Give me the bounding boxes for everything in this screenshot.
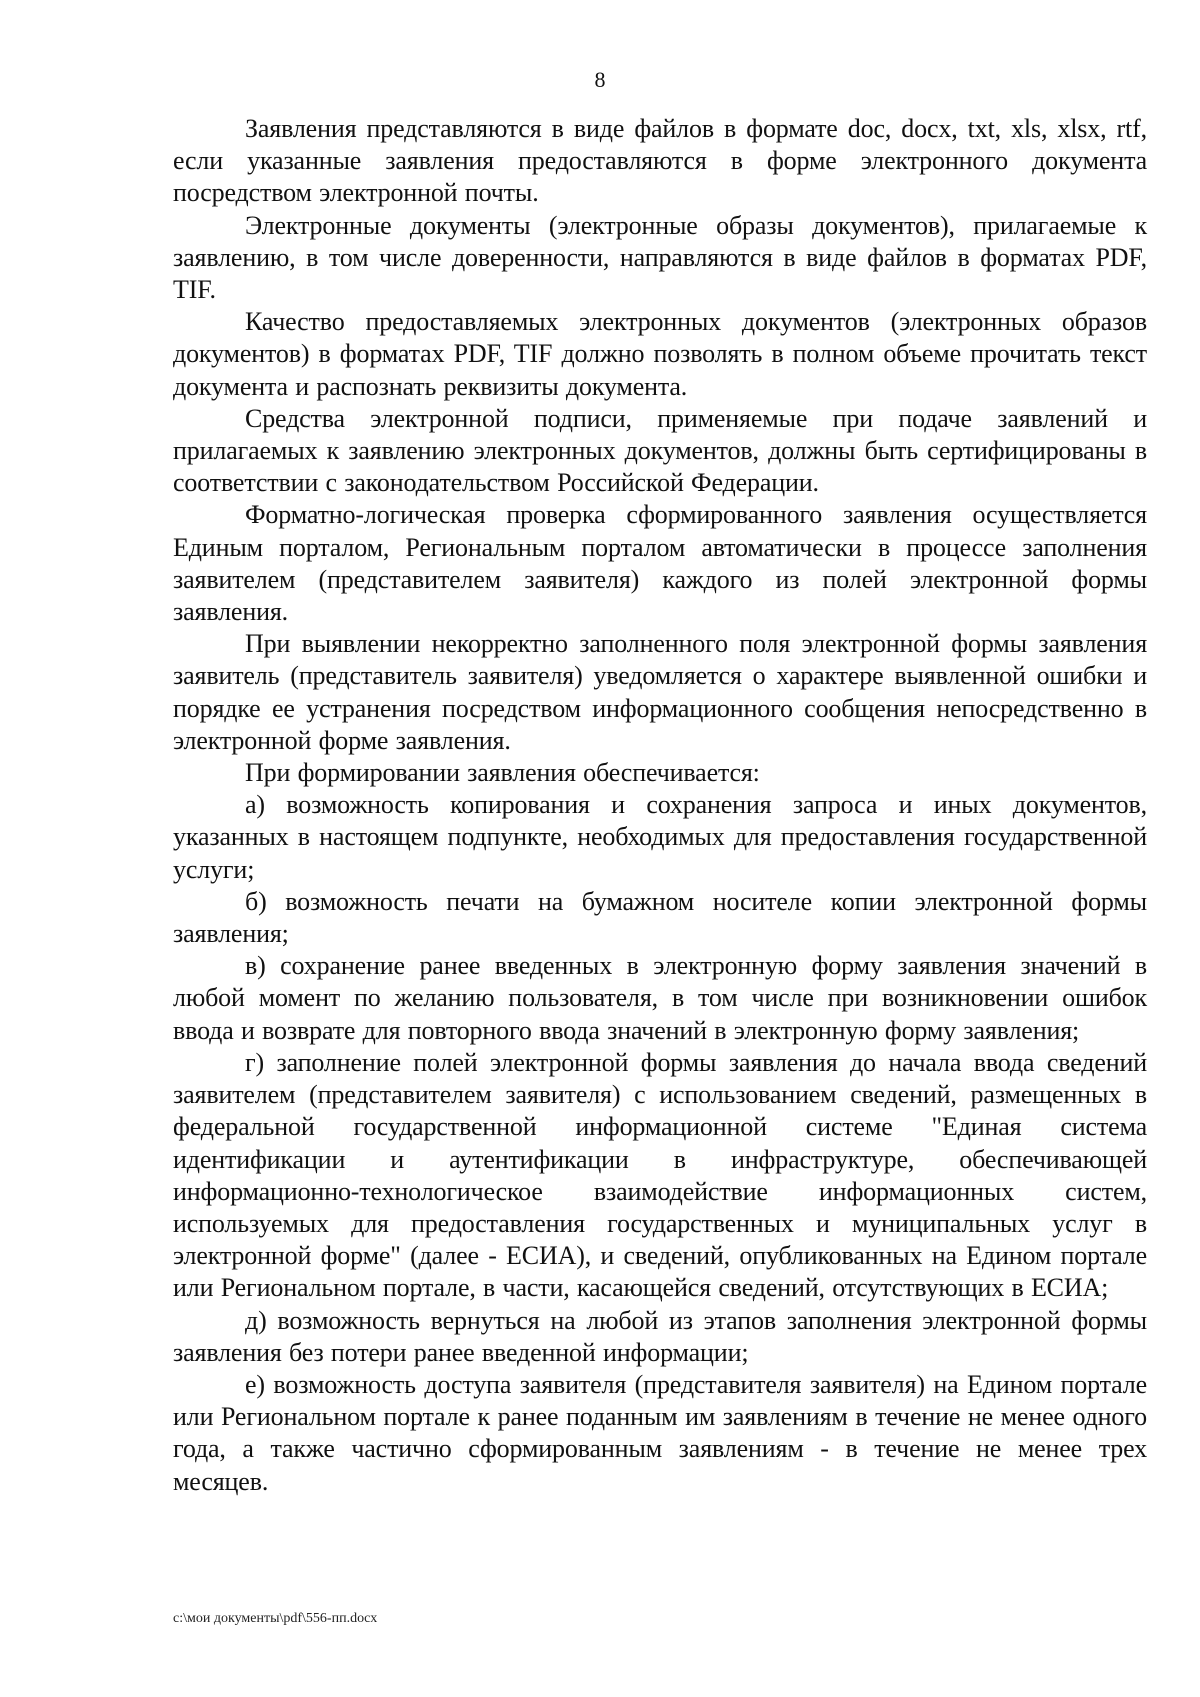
list-item-v: в) сохранение ранее введенных в электронную форму заявления значений в любой момент по желанию пользователя, в том числе при возникновении ошибок ввода и возврате для повторного ввода значений в электронную форму заявления; [173,951,1147,1045]
document-body [173,113,1147,1498]
paragraph-document-quality: Качество предоставляемых электронных документов (электронных образов документов) в форматах PDF, TIF должно позволять в полном объеме прочитать текст документа и распознать реквизиты документа. [173,307,1147,401]
paragraph-file-formats: Заявления представляются в виде файлов в формате doc, docx, txt, xls, xlsx, rtf, если указанные заявления предоставляются в форме электронного документа посредством электронной почты. [173,114,1147,208]
page-number: 8 [594,67,606,92]
list-item-b: б) возможность печати на бумажном носителе копии электронной формы заявления; [173,886,1147,949]
paragraph-error-notice: При выявлении некорректно заполненного поля электронной формы заявления заявитель (представитель заявителя) уведомляется о характере выявленной ошибки и порядке ее устранения посредством информационного сообщения непосредственно в электронной форме заявления. [173,629,1147,755]
paragraph-electronic-documents: Электронные документы (электронные образы документов), прилагаемые к заявлению, в том числе доверенности, направляются в виде файлов в форматах PDF, TIF. [173,210,1147,305]
list-item-g: г) заполнение полей электронной формы заявления до начала ввода сведений заявителем (представителем заявителя) с использованием сведений, размещенных в федеральной государственной информационной системе "Единая система идентификации и аутентификации в инфраструктуре, обеспечивающей информационно-технологическое взаимодействие информационных систем, используемых для предоставления государственных и муниципальных услуг в электронной форме" (далее - ЕСИА), и сведений, опубликованных на Едином портале или Региональном портале, в части, касающейся сведений, отсутствующих в ЕСИА; [173,1047,1147,1303]
footer-file-path: c:\мои документы\pdf\556-пп.docx [173,1611,378,1626]
paragraph-electronic-signature: Средства электронной подписи, применяемые при подаче заявлений и прилагаемых к заявлению электронных документов, должны быть сертифицированы в соответствии с законодательством Российской Федерации. [173,403,1147,498]
paragraph-provision-intro: При формировании заявления обеспечивается: [245,758,760,788]
paragraph-format-check: Форматно-логическая проверка сформированного заявления осуществляется Единым порталом, Региональным порталом автоматически в процессе заполнения заявителем (представителем заявителя) каждого из полей электронной формы заявления. [173,500,1147,627]
list-item-d: д) возможность вернуться на любой из этапов заполнения электронной формы заявления без потери ранее введенной информации; [173,1305,1147,1367]
list-item-e: е) возможность доступа заявителя (представителя заявителя) на Едином портале или Региональном портале к ранее поданным им заявлениям в течение не менее одного года, а также частично сформированным заявлениям - в течение не менее трех месяцев. [173,1369,1147,1496]
list-item-a: а) возможность копирования и сохранения запроса и иных документов, указанных в настоящем подпункте, необходимых для предоставления государственной услуги; [173,790,1147,884]
